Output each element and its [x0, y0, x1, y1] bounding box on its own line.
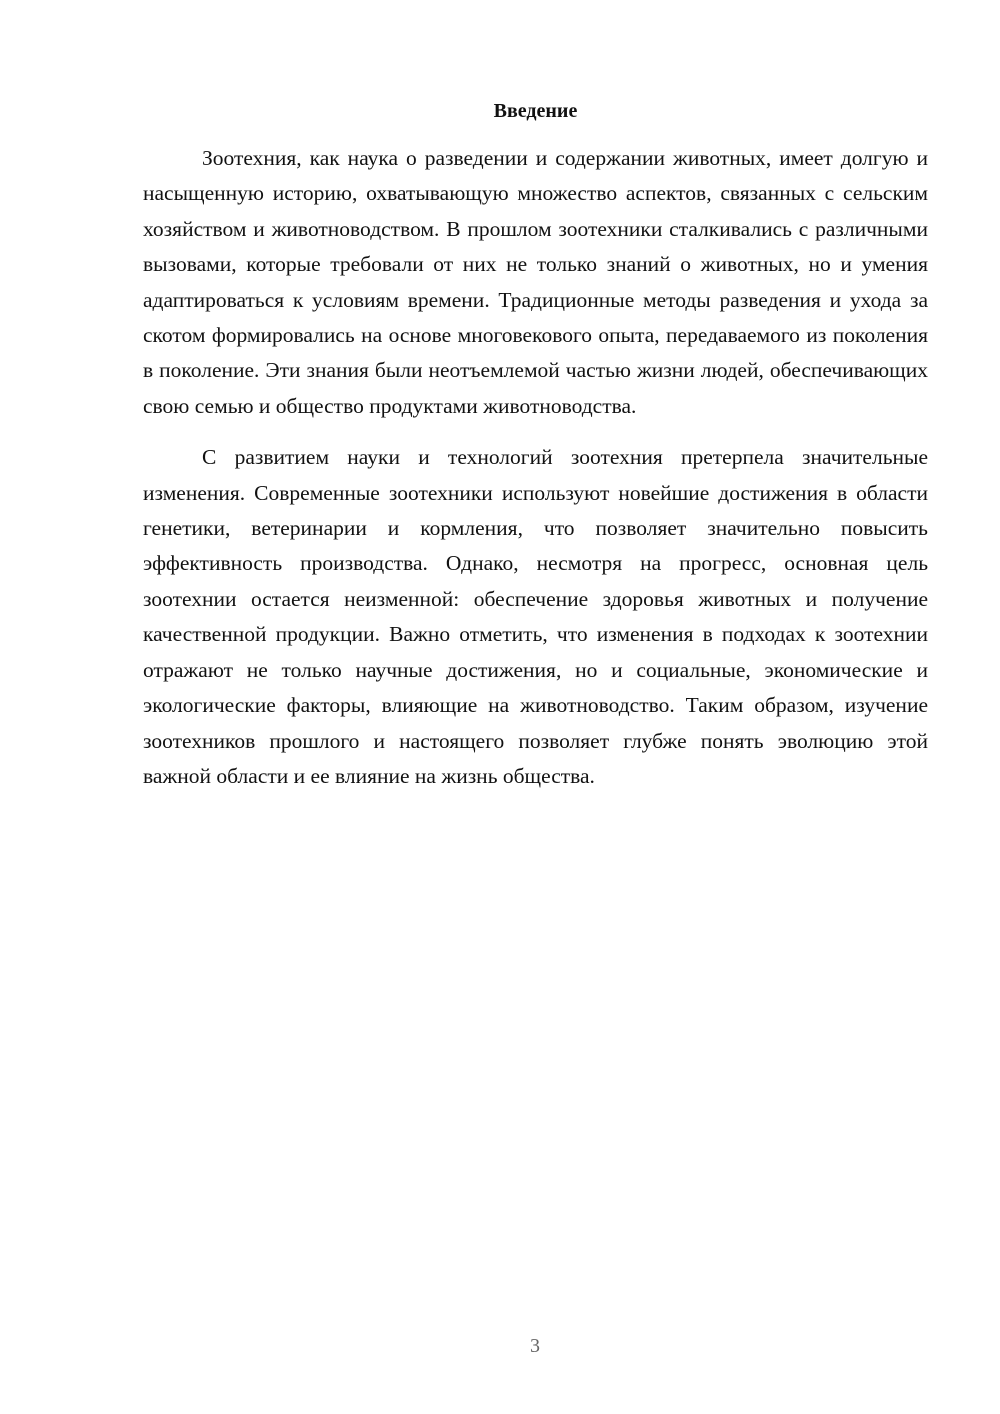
paragraph-2: С развитием науки и технологий зоотехния претерпела значительные изменения. Современные зоотехники используют новейшие достижения в области генетики, ветеринарии и кормления, что позволяет значительно повысить эффективность производства. Однако, несмотря на прогресс, основная цель зоотехнии остается неизменной: обеспечение здоровья животных и получение качественной продукции. Важно отметить, что изменения в подходах к зоотехнии отражают не только научные достижения, но и социальные, экономические и экологические факторы, влияющие на животноводство. Таким образом, изучение зоотехников прошлого и настоящего позволяет глубже понять эволюцию этой важной области и ее влияние на жизнь общества. [143, 445, 928, 788]
page-number: 3 [530, 1335, 540, 1357]
page-title: Введение [493, 100, 578, 122]
paragraph-1: Зоотехния, как наука о разведении и содержании животных, имеет долгую и насыщенную историю, охватывающую множество аспектов, связанных с сельским хозяйством и животноводством. В прошлом зоотехники сталкивались с различными вызовами, которые требовали от них не только знаний о животных, но и умения адаптироваться к условиям времени. Традиционные методы разведения и ухода за скотом формировались на основе многовекового опыта, передаваемого из поколения в поколение. Эти знания были неотъемлемой частью жизни людей, обеспечивающих свою семью и общество продуктами животноводства. [143, 146, 928, 418]
document-body [143, 141, 928, 794]
